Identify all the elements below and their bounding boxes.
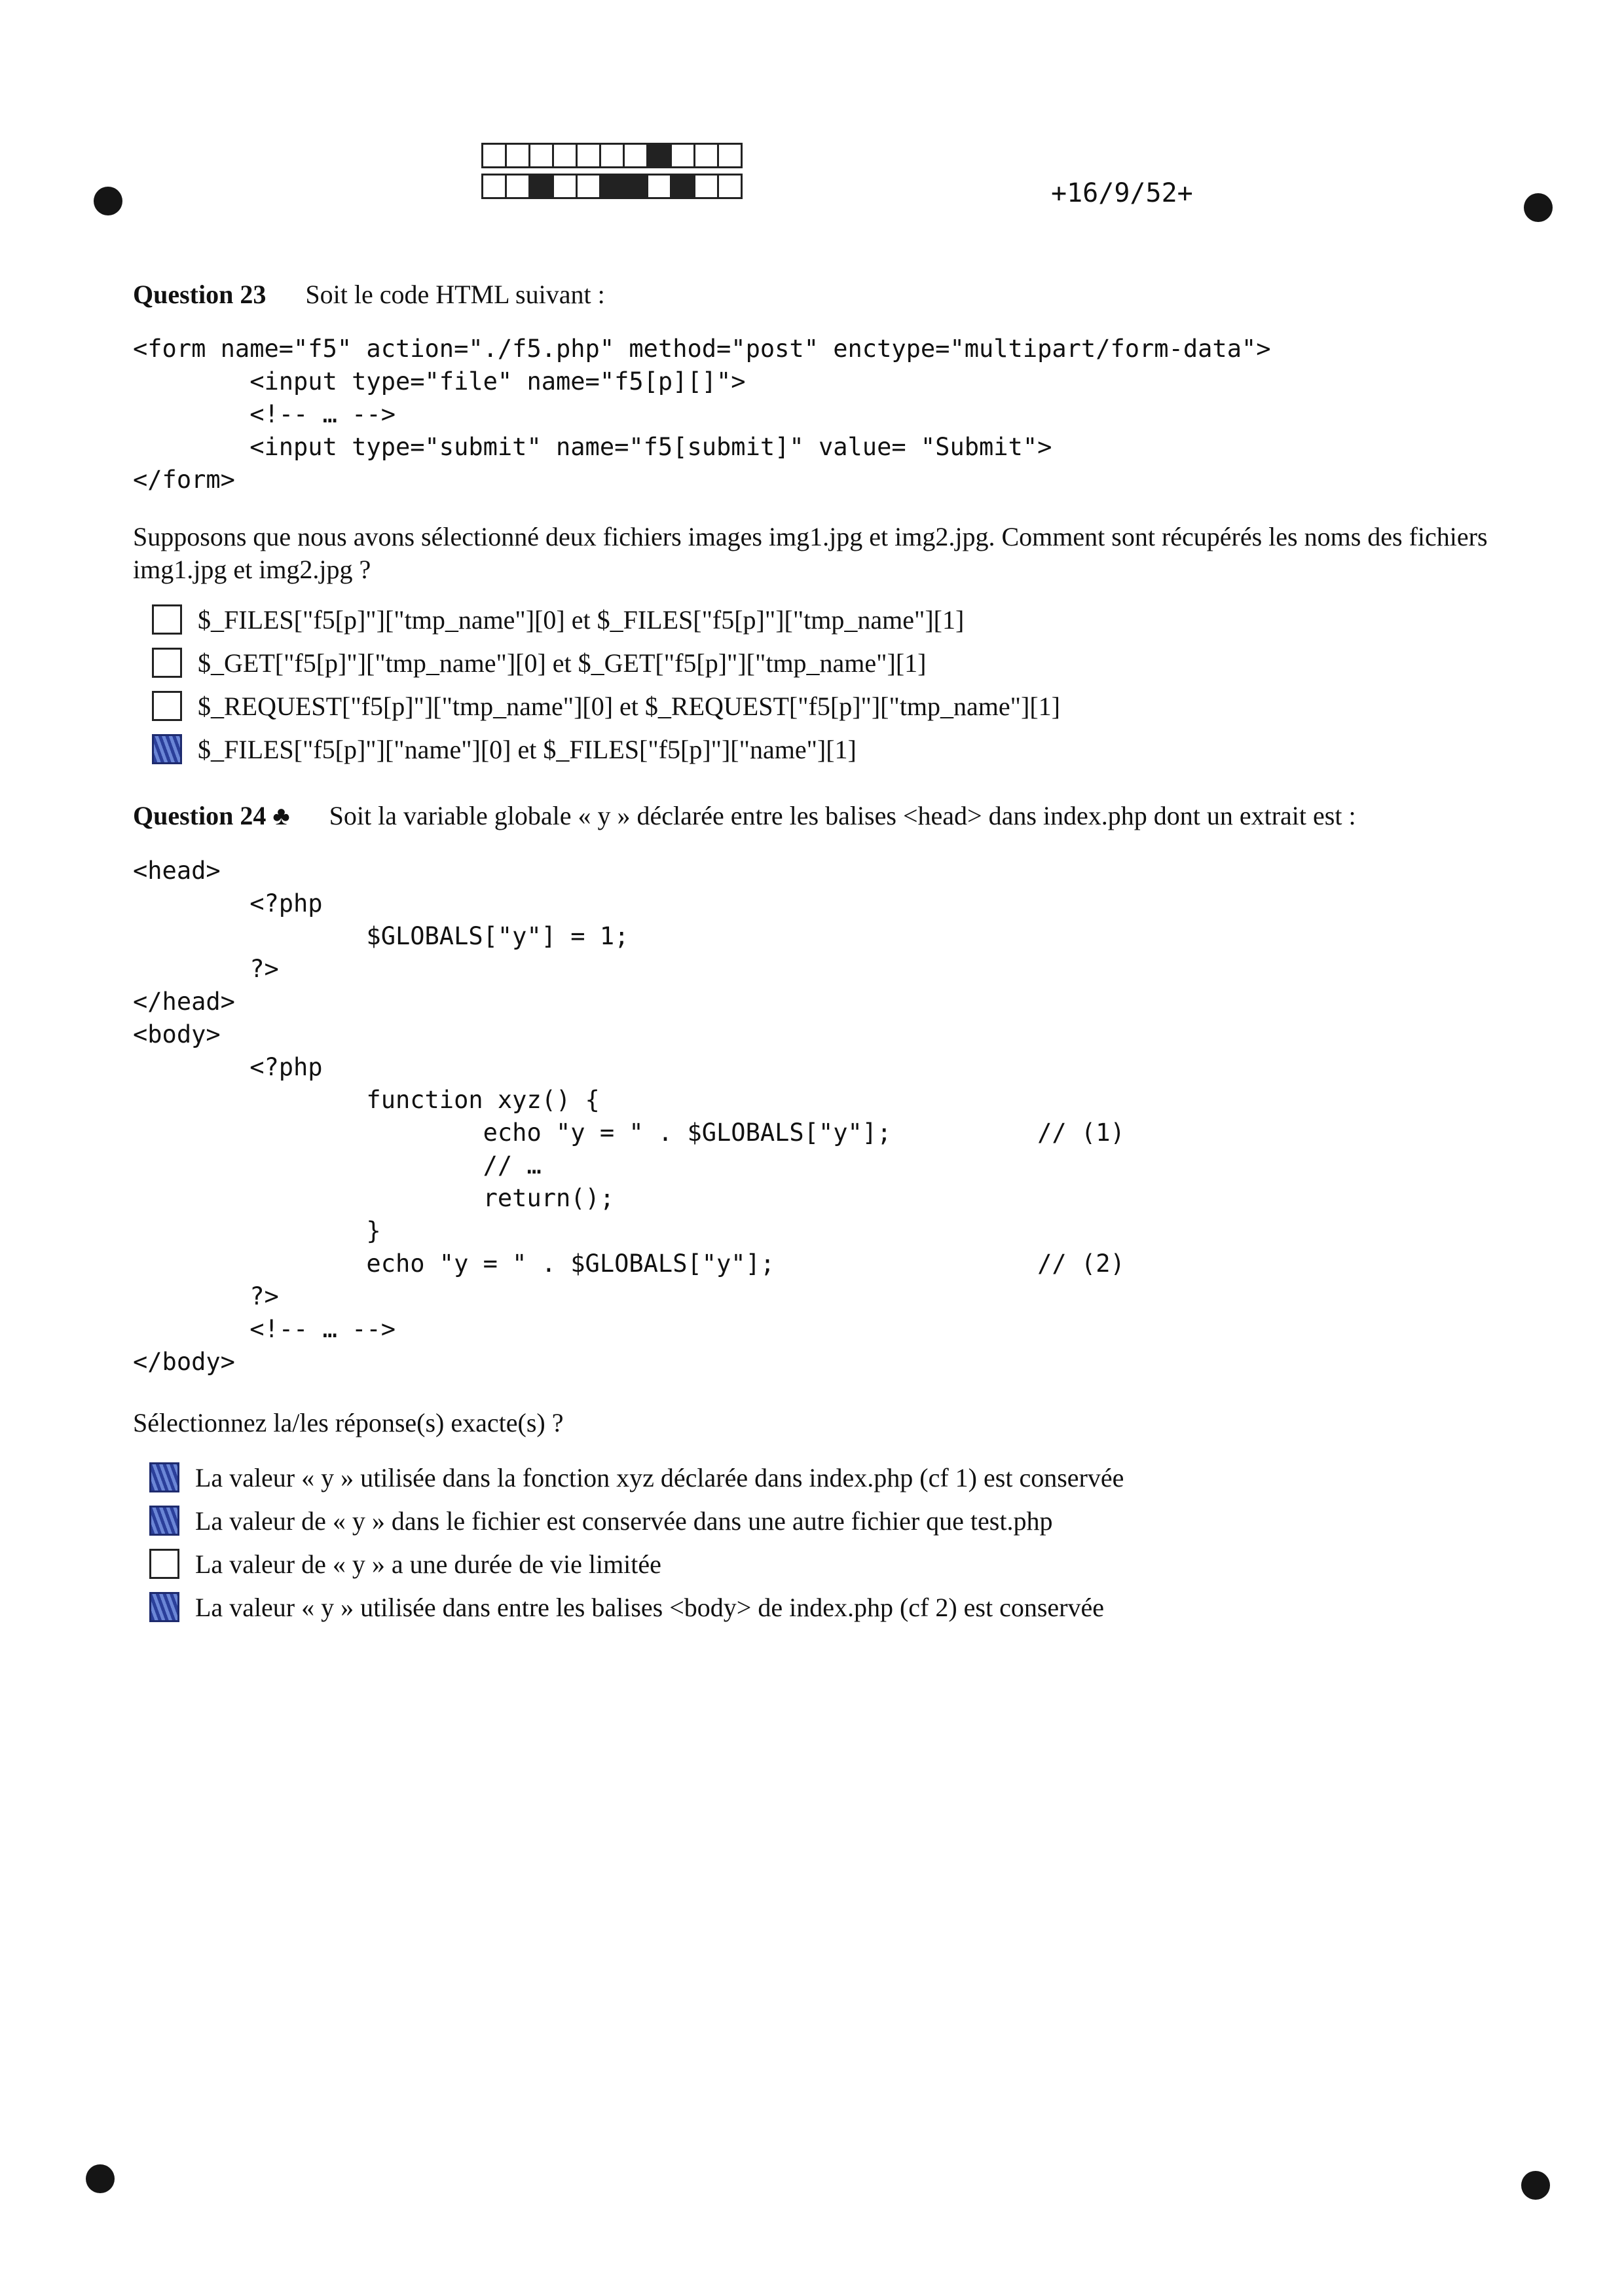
answer-option[interactable] <box>152 641 1060 684</box>
answer-label: $_FILES["f5[p]"]["name"][0] et $_FILES["f5[p]"]["name"][1] <box>198 734 857 764</box>
registration-mark-bottom-right <box>1521 2171 1550 2200</box>
barcode-cell <box>623 143 648 168</box>
question-24-question: Sélectionnez la/les réponse(s) exacte(s) ? <box>133 1408 564 1437</box>
registration-mark-top-left <box>94 187 122 215</box>
answer-option[interactable] <box>152 728 1060 771</box>
question-24-code: <head> <?php $GLOBALS["y"] = 1; ?> </head> <body> <?php function xyz() { echo "y = " . $GLOBALS["y"]; // (1) // … return(); } echo "y = " . $GLOBALS["y"]; // (2) ?> <!-- … --> </body> <box>133 857 1125 1376</box>
answer-label: $_REQUEST["f5[p]"]["tmp_name"][0] et $_REQUEST["f5[p]"]["tmp_name"][1] <box>198 691 1060 721</box>
question-23-number: Question 23 <box>133 280 267 309</box>
barcode-cell <box>552 143 578 168</box>
barcode-cell <box>717 143 743 168</box>
answer-option[interactable] <box>149 1499 1124 1542</box>
answer-option[interactable] <box>152 684 1060 728</box>
answer-checkbox[interactable] <box>152 648 182 678</box>
barcode-cell <box>528 174 554 199</box>
barcode-cell <box>670 174 695 199</box>
question-24-header <box>133 800 1356 831</box>
barcode-cell <box>552 174 578 199</box>
answer-checkbox[interactable] <box>149 1506 179 1536</box>
registration-mark-bottom-left <box>86 2164 115 2193</box>
barcode-cell <box>576 143 601 168</box>
answer-checkbox[interactable] <box>152 604 182 635</box>
barcode-cell <box>646 174 672 199</box>
question-23-header <box>133 279 605 310</box>
answer-checkbox[interactable] <box>149 1592 179 1622</box>
barcode-cell <box>505 143 530 168</box>
answer-option[interactable] <box>149 1456 1124 1499</box>
registration-mark-top-right <box>1524 193 1553 222</box>
answer-label: La valeur « y » utilisée dans entre les balises <body> de index.php (cf 2) est conservée <box>195 1592 1105 1622</box>
question-23-prompt: Soit le code HTML suivant : <box>305 280 605 309</box>
answer-option[interactable] <box>152 598 1060 641</box>
question-24-prompt: Soit la variable globale « y » déclarée entre les balises <head> dans index.php dont un extrait est : <box>329 801 1356 830</box>
barcode-cell <box>505 174 530 199</box>
question-24-answers <box>149 1456 1124 1629</box>
answer-label: $_FILES["f5[p]"]["tmp_name"][0] et $_FILES["f5[p]"]["tmp_name"][1] <box>198 604 965 635</box>
question-23-question: Supposons que nous avons sélectionné deux fichiers images img1.jpg et img2.jpg. Comment sont récupérés les noms des fichiers img1.jpg et img2.jpg ? <box>133 522 1488 584</box>
barcode-cell <box>481 174 507 199</box>
barcode-cell <box>599 174 625 199</box>
answer-checkbox[interactable] <box>149 1549 179 1579</box>
barcode-cell <box>717 174 743 199</box>
question-23-code: <form name="f5" action="./f5.php" method="post" enctype="multipart/form-data"> <input type="file" name="f5[p][]"> <!-- … --> <input type="submit" name="f5[submit]" value= "Submit"> </form> <box>133 335 1271 494</box>
barcode-cell <box>528 143 554 168</box>
barcode-cell <box>670 143 695 168</box>
question-23-answers <box>152 598 1060 771</box>
question-24-number: Question 24 ♣ <box>133 801 290 830</box>
barcode-cell <box>693 174 719 199</box>
barcode-cell <box>576 174 601 199</box>
answer-option[interactable] <box>149 1585 1124 1629</box>
barcode-cell <box>693 143 719 168</box>
answer-label: $_GET["f5[p]"]["tmp_name"][0] et $_GET["f5[p]"]["tmp_name"][1] <box>198 648 927 678</box>
answer-checkbox[interactable] <box>149 1462 179 1492</box>
barcode-cell <box>481 143 507 168</box>
answer-option[interactable] <box>149 1542 1124 1585</box>
answer-checkbox[interactable] <box>152 734 182 764</box>
barcode-cell <box>646 143 672 168</box>
barcode-cell <box>623 174 648 199</box>
barcode-cell <box>599 143 625 168</box>
answer-label: La valeur de « y » a une durée de vie limitée <box>195 1549 661 1579</box>
barcode-row-bottom <box>481 174 741 199</box>
barcode-row-top <box>481 143 741 168</box>
page-code: +16/9/52+ <box>1051 178 1193 208</box>
answer-label: La valeur de « y » dans le fichier est conservée dans une autre fichier que test.php <box>195 1506 1053 1536</box>
answer-label: La valeur « y » utilisée dans la fonction xyz déclarée dans index.php (cf 1) est conservée <box>195 1462 1124 1492</box>
answer-checkbox[interactable] <box>152 691 182 721</box>
